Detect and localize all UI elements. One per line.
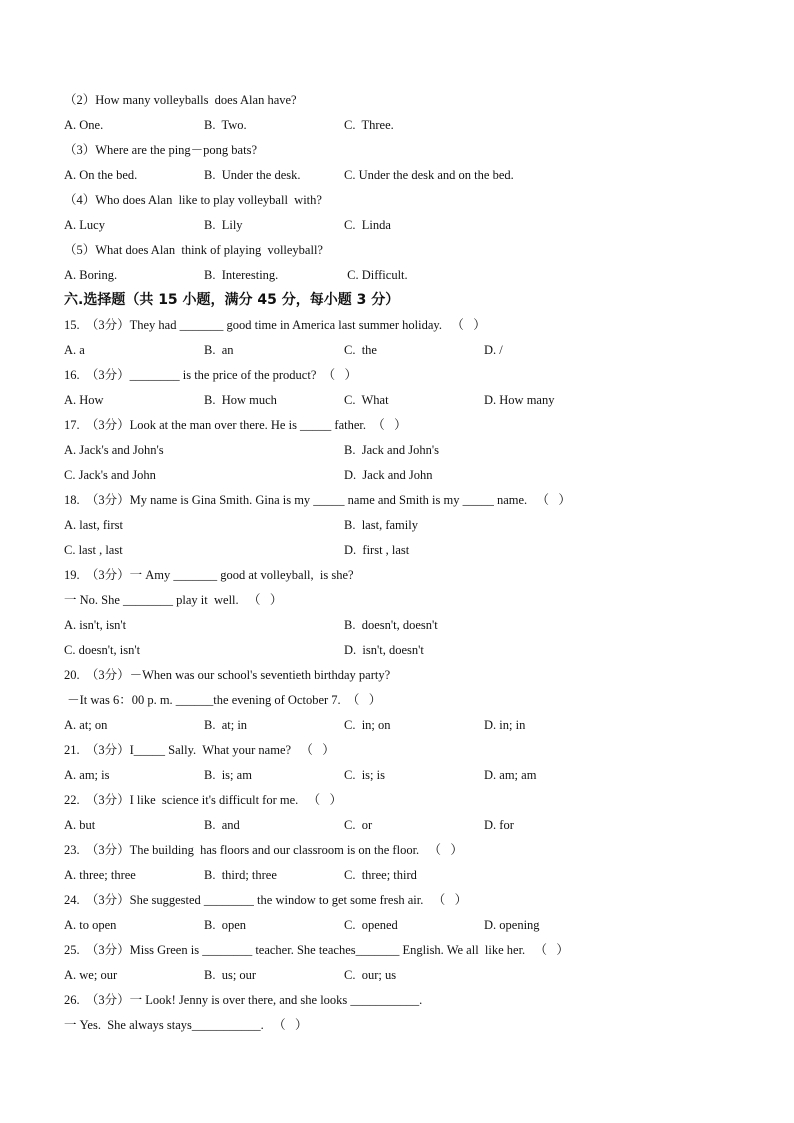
answer-option: C. is; is: [344, 768, 385, 782]
answer-option: A. but: [64, 818, 96, 832]
answer-option: B. last, family: [344, 518, 418, 532]
answer-option: B. Two.: [204, 118, 247, 132]
answer-option: B. third; three: [204, 868, 277, 882]
question-text: （2）How many volleyballs does Alan have?: [64, 93, 297, 107]
answer-option: C. What: [344, 393, 389, 407]
answer-option: C. our; us: [344, 968, 397, 982]
section-heading: 六.选择题（共 15 小题，满分 45 分，每小题 3 分）: [64, 292, 400, 308]
question-text: 15. （3分）They had _______ good time in America last summer holiday. （ ）: [64, 318, 486, 332]
answer-option: C. opened: [344, 918, 398, 932]
answer-option: B. open: [204, 918, 247, 932]
answer-option: D. for: [484, 818, 514, 832]
answer-option: A. am; is: [64, 768, 110, 782]
question-text: 19. （3分）一 Amy _______ good at volleyball, is she?: [64, 568, 354, 582]
question-text: 26. （3分）一 Look! Jenny is over there, and she looks ___________.: [64, 993, 423, 1007]
answer-option: C. Difficult.: [344, 268, 408, 282]
question-text: 23. （3分）The building has floors and our classroom is on the floor. （ ）: [64, 843, 463, 857]
answer-option: B. Under the desk.: [204, 168, 301, 182]
answer-option: B. us; our: [204, 968, 257, 982]
answer-option: B. How much: [204, 393, 277, 407]
answer-option: D. first , last: [344, 543, 410, 557]
question-text: 22. （3分）I like science it's difficult for me. （ ）: [64, 793, 343, 807]
answer-option: A. Jack's and John's: [64, 443, 164, 457]
answer-option: D. am; am: [484, 768, 537, 782]
answer-option: B. an: [204, 343, 234, 357]
answer-option: B. and: [204, 818, 240, 832]
answer-option: A. Boring.: [64, 268, 118, 282]
answer-option: C. Jack's and John: [64, 468, 156, 482]
question-text: 一 No. She ________ play it well. （ ）: [64, 593, 283, 607]
answer-option: C. Linda: [344, 218, 391, 232]
answer-option: B. Jack and John's: [344, 443, 439, 457]
answer-option: C. in; on: [344, 718, 391, 732]
answer-option: A. a: [64, 343, 85, 357]
question-text: 16. （3分）________ is the price of the product? （ ）: [64, 368, 358, 382]
answer-option: A. at; on: [64, 718, 108, 732]
answer-option: B. Lily: [204, 218, 243, 232]
answer-option: B. Interesting.: [204, 268, 279, 282]
answer-option: D. How many: [484, 393, 555, 407]
question-text: 20. （3分）－When was our school's seventieth birthday party?: [64, 668, 391, 682]
answer-option: A. last, first: [64, 518, 124, 532]
answer-option: A. isn't, isn't: [64, 618, 127, 632]
answer-option: C. three; third: [344, 868, 417, 882]
answer-option: D. in; in: [484, 718, 526, 732]
question-text: （3）Where are the ping－pong bats?: [64, 143, 257, 157]
answer-option: C. or: [344, 818, 373, 832]
answer-option: D. isn't, doesn't: [344, 643, 424, 657]
question-text: 21. （3分）I_____ Sally. What your name? （ ）: [64, 743, 335, 757]
question-text: 17. （3分）Look at the man over there. He is _____ father. （ ）: [64, 418, 407, 432]
answer-option: A. How: [64, 393, 104, 407]
answer-option: A. On the bed.: [64, 168, 138, 182]
question-text: 25. （3分）Miss Green is ________ teacher. She teaches_______ English. We all like her. （ ）: [64, 943, 569, 957]
answer-option: A. to open: [64, 918, 117, 932]
answer-option: C. Three.: [344, 118, 394, 132]
answer-option: C. last , last: [64, 543, 123, 557]
answer-option: C. doesn't, isn't: [64, 643, 141, 657]
question-text: －It was 6：00 p. m. ______the evening of October 7. （ ）: [64, 693, 382, 707]
answer-option: D. Jack and John: [344, 468, 433, 482]
answer-option: B. at; in: [204, 718, 248, 732]
question-text: 一 Yes. She always stays___________. （ ）: [64, 1018, 308, 1032]
question-text: 24. （3分）She suggested ________ the window to get some fresh air. （ ）: [64, 893, 468, 907]
answer-option: A. Lucy: [64, 218, 105, 232]
answer-option: A. we; our: [64, 968, 118, 982]
answer-option: C. Under the desk and on the bed.: [344, 168, 514, 182]
question-text: （5）What does Alan think of playing volleyball?: [64, 243, 323, 257]
answer-option: C. the: [344, 343, 377, 357]
answer-option: B. doesn't, doesn't: [344, 618, 438, 632]
answer-option: D. opening: [484, 918, 540, 932]
answer-option: A. three; three: [64, 868, 136, 882]
answer-option: D. /: [484, 343, 503, 357]
answer-option: A. One.: [64, 118, 104, 132]
answer-option: B. is; am: [204, 768, 252, 782]
question-text: （4）Who does Alan like to play volleyball with?: [64, 193, 322, 207]
question-text: 18. （3分）My name is Gina Smith. Gina is my _____ name and Smith is my _____ name. （ ）: [64, 493, 571, 507]
